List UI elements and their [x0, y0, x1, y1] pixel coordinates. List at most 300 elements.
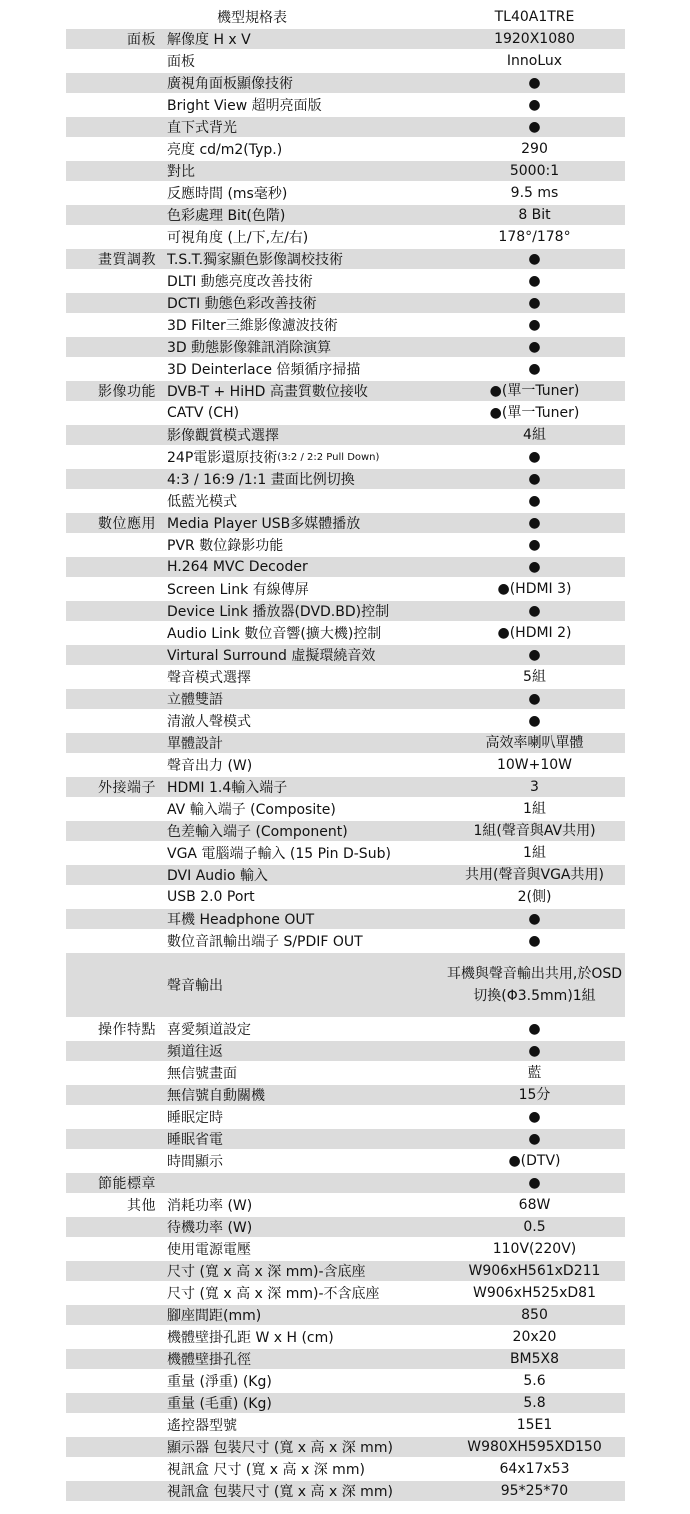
spec-value: ● [528, 97, 541, 113]
spec-item [167, 666, 457, 688]
spec-item [167, 776, 457, 798]
table-row [0, 1326, 690, 1348]
table-row [0, 182, 690, 204]
category-label [66, 600, 162, 622]
spec-item-label: Screen Link 有線傳屏 [167, 582, 309, 598]
spec-value: ● [528, 911, 541, 927]
spec-item-label: 重量 (毛重) (Kg) [167, 1396, 272, 1412]
spec-value: 1組 [523, 801, 546, 817]
category-label [66, 754, 162, 776]
category-label [66, 116, 162, 138]
table-row [0, 1040, 690, 1062]
spec-item-label: VGA 電腦端子輸入 (15 Pin D-Sub) [167, 846, 391, 862]
spec-value: 15分 [518, 1087, 551, 1103]
table-row [0, 1128, 690, 1150]
spec-item [167, 1304, 457, 1326]
table-row [0, 1238, 690, 1260]
category-label [66, 886, 162, 908]
category-label [66, 182, 162, 204]
spec-item-label: 聲音模式選擇 [167, 670, 251, 686]
spec-item-label: 機體壁掛孔徑 [167, 1352, 251, 1368]
spec-value: 110V(220V) [492, 1241, 577, 1257]
spec-value: ● [528, 449, 541, 465]
spec-item-label: 重量 (淨重) (Kg) [167, 1374, 272, 1390]
category-label [66, 1480, 162, 1502]
spec-item [167, 1062, 457, 1084]
table-row [0, 820, 690, 842]
table-row [0, 1062, 690, 1084]
spec-item [167, 556, 457, 578]
table-row [0, 402, 690, 424]
table-row [0, 314, 690, 336]
table-row [0, 798, 690, 820]
spec-item [167, 336, 457, 358]
table-row [0, 1216, 690, 1238]
table-row [0, 1304, 690, 1326]
spec-item-label: T.S.T.獨家顯色影像調校技術 [167, 252, 344, 268]
spec-item-label: H.264 MVC Decoder [167, 559, 308, 575]
category-label [66, 94, 162, 116]
spec-item [167, 1326, 457, 1348]
category-label [66, 798, 162, 820]
spec-value: ● [528, 713, 541, 729]
table-row [0, 138, 690, 160]
spec-value: 9.5 ms [510, 185, 559, 201]
spec-value: 3 [530, 779, 539, 795]
category-label: 操作特點 [98, 1022, 156, 1038]
spec-item-label: 待機功率 (W) [167, 1220, 253, 1236]
category-label [66, 688, 162, 710]
category-label [66, 842, 162, 864]
spec-item-label: 睡眠定時 [167, 1110, 223, 1126]
table-row [0, 270, 690, 292]
spec-value: ●(DTV) [508, 1153, 561, 1169]
spec-value: ● [528, 1021, 541, 1037]
spec-value: 5.8 [523, 1395, 546, 1411]
category-label [66, 292, 162, 314]
spec-item [167, 292, 457, 314]
spec-item-label: 3D 動態影像雜訊消除演算 [167, 340, 332, 356]
category-label [66, 204, 162, 226]
category-label [66, 1414, 162, 1436]
category-label [66, 622, 162, 644]
spec-item [167, 402, 457, 424]
spec-value: 共用(聲音與VGA共用) [465, 867, 604, 883]
table-row [0, 644, 690, 666]
category-label [66, 1370, 162, 1392]
spec-item-label: 廣視角面板顯像技術 [167, 76, 293, 92]
category-label [66, 490, 162, 512]
spec-item [167, 754, 457, 776]
category-label [66, 820, 162, 842]
category-label [66, 556, 162, 578]
spec-value: ● [528, 691, 541, 707]
spec-item [167, 930, 457, 952]
category-label [66, 644, 162, 666]
category-label [66, 270, 162, 292]
spec-item-label: DVB-T + HiHD 高畫質數位接收 [167, 384, 368, 400]
spec-value: ● [528, 1131, 541, 1147]
spec-table [0, 6, 690, 1502]
table-row [0, 226, 690, 248]
spec-item-label: AV 輸入端子 (Composite) [167, 802, 336, 818]
spec-value: ● [528, 1109, 541, 1125]
spec-value: ● [528, 1175, 541, 1191]
table-row [0, 1348, 690, 1370]
spec-value: InnoLux [506, 53, 563, 69]
table-row [0, 886, 690, 908]
spec-value: ● [528, 1043, 541, 1059]
spec-value: 15E1 [516, 1417, 553, 1433]
category-label [66, 50, 162, 72]
category-label [66, 336, 162, 358]
spec-item [167, 160, 457, 182]
category-label [66, 864, 162, 886]
spec-item-label: 使用電源電壓 [167, 1242, 251, 1258]
category-label [66, 1304, 162, 1326]
category-label: 節能標章 [98, 1176, 156, 1192]
spec-item [167, 952, 457, 1018]
table-row [0, 94, 690, 116]
spec-value: W906xH525xD81 [473, 1285, 596, 1301]
spec-item [167, 842, 457, 864]
category-label [66, 1128, 162, 1150]
spec-item-label: 亮度 cd/m2(Typ.) [167, 142, 283, 158]
table-row [0, 864, 690, 886]
category-label [66, 1084, 162, 1106]
spec-item [167, 182, 457, 204]
spec-value: ● [528, 647, 541, 663]
category-label [66, 1260, 162, 1282]
spec-value: 1組(聲音與AV共用) [473, 823, 596, 839]
spec-item-label: Media Player USB多媒體播放 [167, 516, 361, 532]
spec-value: 5.6 [523, 1373, 546, 1389]
table-row [0, 710, 690, 732]
table-row [0, 754, 690, 776]
spec-value: 0.5 [523, 1219, 546, 1235]
table-row [0, 1282, 690, 1304]
spec-value: ● [528, 933, 541, 949]
spec-value: 5組 [523, 669, 546, 685]
table-row [0, 72, 690, 94]
table-row [0, 776, 690, 798]
category-label [66, 1238, 162, 1260]
spec-item [167, 622, 457, 644]
spec-value: ● [528, 75, 541, 91]
model-name: TL40A1TRE [494, 9, 575, 25]
category-label [66, 160, 162, 182]
spec-item-label: HDMI 1.4輸入端子 [167, 780, 288, 796]
table-row [0, 556, 690, 578]
spec-item-label: 直下式背光 [167, 120, 237, 136]
spec-item-label: 面板 [167, 54, 195, 70]
spec-item [167, 1084, 457, 1106]
category-label [66, 446, 162, 468]
spec-value: 850 [521, 1307, 548, 1323]
spec-item [167, 1172, 457, 1194]
spec-item [167, 886, 457, 908]
table-row [0, 1084, 690, 1106]
spec-item [167, 688, 457, 710]
spec-value: 178°/178° [498, 229, 571, 245]
spec-item [167, 226, 457, 248]
category-label [66, 952, 162, 1018]
table-row [0, 930, 690, 952]
spec-value: ● [528, 603, 541, 619]
category-label [66, 732, 162, 754]
spec-value: ●(單一Tuner) [489, 383, 580, 399]
table-row [0, 952, 690, 1018]
spec-item-label: 24P電影還原技術 [167, 450, 278, 466]
spec-value: 290 [521, 141, 548, 157]
spec-item [167, 1348, 457, 1370]
table-row [0, 1480, 690, 1502]
category-label [66, 930, 162, 952]
spec-value: 64x17x53 [499, 1461, 570, 1477]
spec-item-label: Device Link 播放器(DVD.BD)控制 [167, 604, 390, 620]
spec-value: BM5X8 [509, 1351, 560, 1367]
table-row [0, 160, 690, 182]
table-row [0, 512, 690, 534]
spec-item-label: 3D Deinterlace 倍頻循序掃描 [167, 362, 361, 378]
spec-item-label: 顯示器 包裝尺寸 (寬 x 高 x 深 mm) [167, 1440, 393, 1456]
table-row [0, 534, 690, 556]
category-label: 影像功能 [98, 384, 156, 400]
table-row [0, 1414, 690, 1436]
spec-item-label: CATV (CH) [167, 405, 240, 421]
table-row [0, 292, 690, 314]
category-label [66, 1436, 162, 1458]
category-label [66, 1282, 162, 1304]
spec-value: ● [528, 339, 541, 355]
spec-value: W906xH561xD211 [468, 1263, 601, 1279]
spec-item-label: 視訊盒 包裝尺寸 (寬 x 高 x 深 mm) [167, 1484, 393, 1500]
table-row [0, 622, 690, 644]
category-label [66, 424, 162, 446]
spec-value: 高效率喇叭單體 [485, 735, 584, 751]
spec-item [167, 1480, 457, 1502]
spec-item-label: Virtural Surround 虛擬環繞音效 [167, 648, 376, 664]
table-row [0, 490, 690, 512]
spec-item [167, 1238, 457, 1260]
spec-item-label: 影像觀賞模式選擇 [167, 428, 279, 444]
spec-item [167, 248, 457, 270]
spec-item [167, 358, 457, 380]
spec-value: 2(側) [517, 889, 552, 905]
spec-item [167, 270, 457, 292]
spec-item-label: 腳座間距(mm) [167, 1308, 262, 1324]
spec-item-label: 睡眠省電 [167, 1132, 223, 1148]
spec-value: ● [528, 119, 541, 135]
spec-item [167, 468, 457, 490]
category-label [66, 358, 162, 380]
table-row [0, 28, 690, 50]
spec-item [167, 1414, 457, 1436]
spec-item [167, 204, 457, 226]
spec-item [167, 864, 457, 886]
spec-item-label: 低藍光模式 [167, 494, 237, 510]
category-label [66, 1458, 162, 1480]
table-row [0, 1194, 690, 1216]
spec-item [167, 138, 457, 160]
spec-value: ● [528, 295, 541, 311]
spec-value: 20x20 [512, 1329, 557, 1345]
table-row [0, 1392, 690, 1414]
spec-item [167, 710, 457, 732]
category-label [66, 1326, 162, 1348]
spec-item [167, 1370, 457, 1392]
category-label [66, 402, 162, 424]
category-label [66, 72, 162, 94]
spec-item [167, 798, 457, 820]
spec-item [167, 1436, 457, 1458]
category-label [66, 468, 162, 490]
table-row [0, 50, 690, 72]
spec-value: 藍 [527, 1065, 542, 1081]
spec-item-label: 遙控器型號 [167, 1418, 237, 1434]
table-row [0, 688, 690, 710]
spec-value: 95*25*70 [500, 1483, 569, 1499]
category-label [66, 1062, 162, 1084]
spec-item [167, 1392, 457, 1414]
spec-item-note: (3:2 / 2:2 Pull Down) [277, 451, 380, 463]
spec-item [167, 50, 457, 72]
spec-value: ●(單一Tuner) [489, 405, 580, 421]
category-label [66, 226, 162, 248]
spec-item [167, 644, 457, 666]
spec-value: ● [528, 493, 541, 509]
table-row [0, 842, 690, 864]
spec-item [167, 908, 457, 930]
spec-item-label: 聲音出力 (W) [167, 758, 253, 774]
category-label: 畫質調教 [98, 252, 156, 268]
table-row [0, 336, 690, 358]
table-row [0, 1260, 690, 1282]
spec-item [167, 1216, 457, 1238]
table-row [0, 1018, 690, 1040]
spec-item [167, 1282, 457, 1304]
spec-item [167, 512, 457, 534]
spec-value: ●(HDMI 2) [497, 625, 572, 641]
spec-value: 10W+10W [496, 757, 573, 773]
table-row [0, 468, 690, 490]
spec-value: 1組 [523, 845, 546, 861]
spec-value: 68W [518, 1197, 551, 1213]
spec-item [167, 1458, 457, 1480]
spec-item-label: Bright View 超明亮面版 [167, 98, 322, 114]
category-label [66, 1150, 162, 1172]
spec-item [167, 1260, 457, 1282]
spec-item-label: DLTI 動態亮度改善技術 [167, 274, 313, 290]
spec-item-label: DVI Audio 輸入 [167, 868, 268, 884]
spec-item [167, 1128, 457, 1150]
spec-item [167, 28, 457, 50]
spec-item-label: 對比 [167, 164, 195, 180]
spec-item-label: PVR 數位錄影功能 [167, 538, 284, 554]
spec-item-label: 清澈人聲模式 [167, 714, 251, 730]
spec-item [167, 94, 457, 116]
category-label [66, 138, 162, 160]
table-row [0, 1370, 690, 1392]
spec-value: 8 Bit [518, 207, 551, 223]
table-row [0, 446, 690, 468]
spec-value: ● [528, 361, 541, 377]
spec-value: ●(HDMI 3) [497, 581, 572, 597]
spec-item-label: USB 2.0 Port [167, 889, 255, 905]
table-row [0, 248, 690, 270]
category-label [66, 578, 162, 600]
spec-item-label: 視訊盒 尺寸 (寬 x 高 x 深 mm) [167, 1462, 365, 1478]
spec-item-label: 尺寸 (寬 x 高 x 深 mm)-不含底座 [167, 1286, 380, 1302]
spec-value: ● [528, 537, 541, 553]
spec-item-label: 色彩處理 Bit(色階) [167, 208, 286, 224]
spec-value: 4組 [523, 427, 546, 443]
category-label [66, 1392, 162, 1414]
spec-item-label: 立體雙語 [167, 692, 223, 708]
table-header [0, 6, 690, 28]
spec-item-label: 喜愛頻道設定 [167, 1022, 251, 1038]
category-label [66, 666, 162, 688]
spec-item-label: 機體壁掛孔距 W x H (cm) [167, 1330, 334, 1346]
category-label [66, 710, 162, 732]
category-label [66, 1216, 162, 1238]
spec-item-label: 可視角度 (上/下,左/右) [167, 230, 309, 246]
table-row [0, 358, 690, 380]
table-row [0, 732, 690, 754]
spec-item-label: Audio Link 數位音響(擴大機)控制 [167, 626, 382, 642]
spec-item-label: 解像度 H x V [167, 32, 251, 48]
table-row [0, 908, 690, 930]
spec-item-label: 無信號自動關機 [167, 1088, 265, 1104]
spec-item [167, 446, 457, 468]
spec-value: 耳機與聲音輸出共用,於OSD 切換(Φ3.5mm)1組 [446, 966, 623, 1004]
category-label [66, 1040, 162, 1062]
spec-item-label: 單體設計 [167, 736, 223, 752]
table-row [0, 1436, 690, 1458]
spec-item [167, 578, 457, 600]
category-label: 面板 [127, 32, 156, 48]
table-row [0, 1458, 690, 1480]
spec-item [167, 1106, 457, 1128]
spec-item [167, 380, 457, 402]
spec-item [167, 820, 457, 842]
spec-item [167, 116, 457, 138]
spec-value: ● [528, 515, 541, 531]
spec-item-label: 3D Filter三維影像濾波技術 [167, 318, 338, 334]
category-label [66, 1106, 162, 1128]
category-label [66, 534, 162, 556]
spec-item [167, 534, 457, 556]
spec-item [167, 314, 457, 336]
spec-item-label: 4:3 / 16:9 /1:1 畫面比例切換 [167, 472, 355, 488]
spec-item-label: DCTI 動態色彩改善技術 [167, 296, 317, 312]
spec-value: ● [528, 559, 541, 575]
spec-value: ● [528, 471, 541, 487]
spec-item [167, 490, 457, 512]
category-label: 其他 [127, 1198, 156, 1214]
spec-value: ● [528, 273, 541, 289]
spec-item [167, 72, 457, 94]
spec-item [167, 600, 457, 622]
spec-item [167, 1150, 457, 1172]
spec-item [167, 732, 457, 754]
table-row [0, 116, 690, 138]
spec-item-label: 消耗功率 (W) [167, 1198, 253, 1214]
spec-value: ● [528, 317, 541, 333]
table-row [0, 1172, 690, 1194]
spec-value: ● [528, 251, 541, 267]
table-row [0, 424, 690, 446]
